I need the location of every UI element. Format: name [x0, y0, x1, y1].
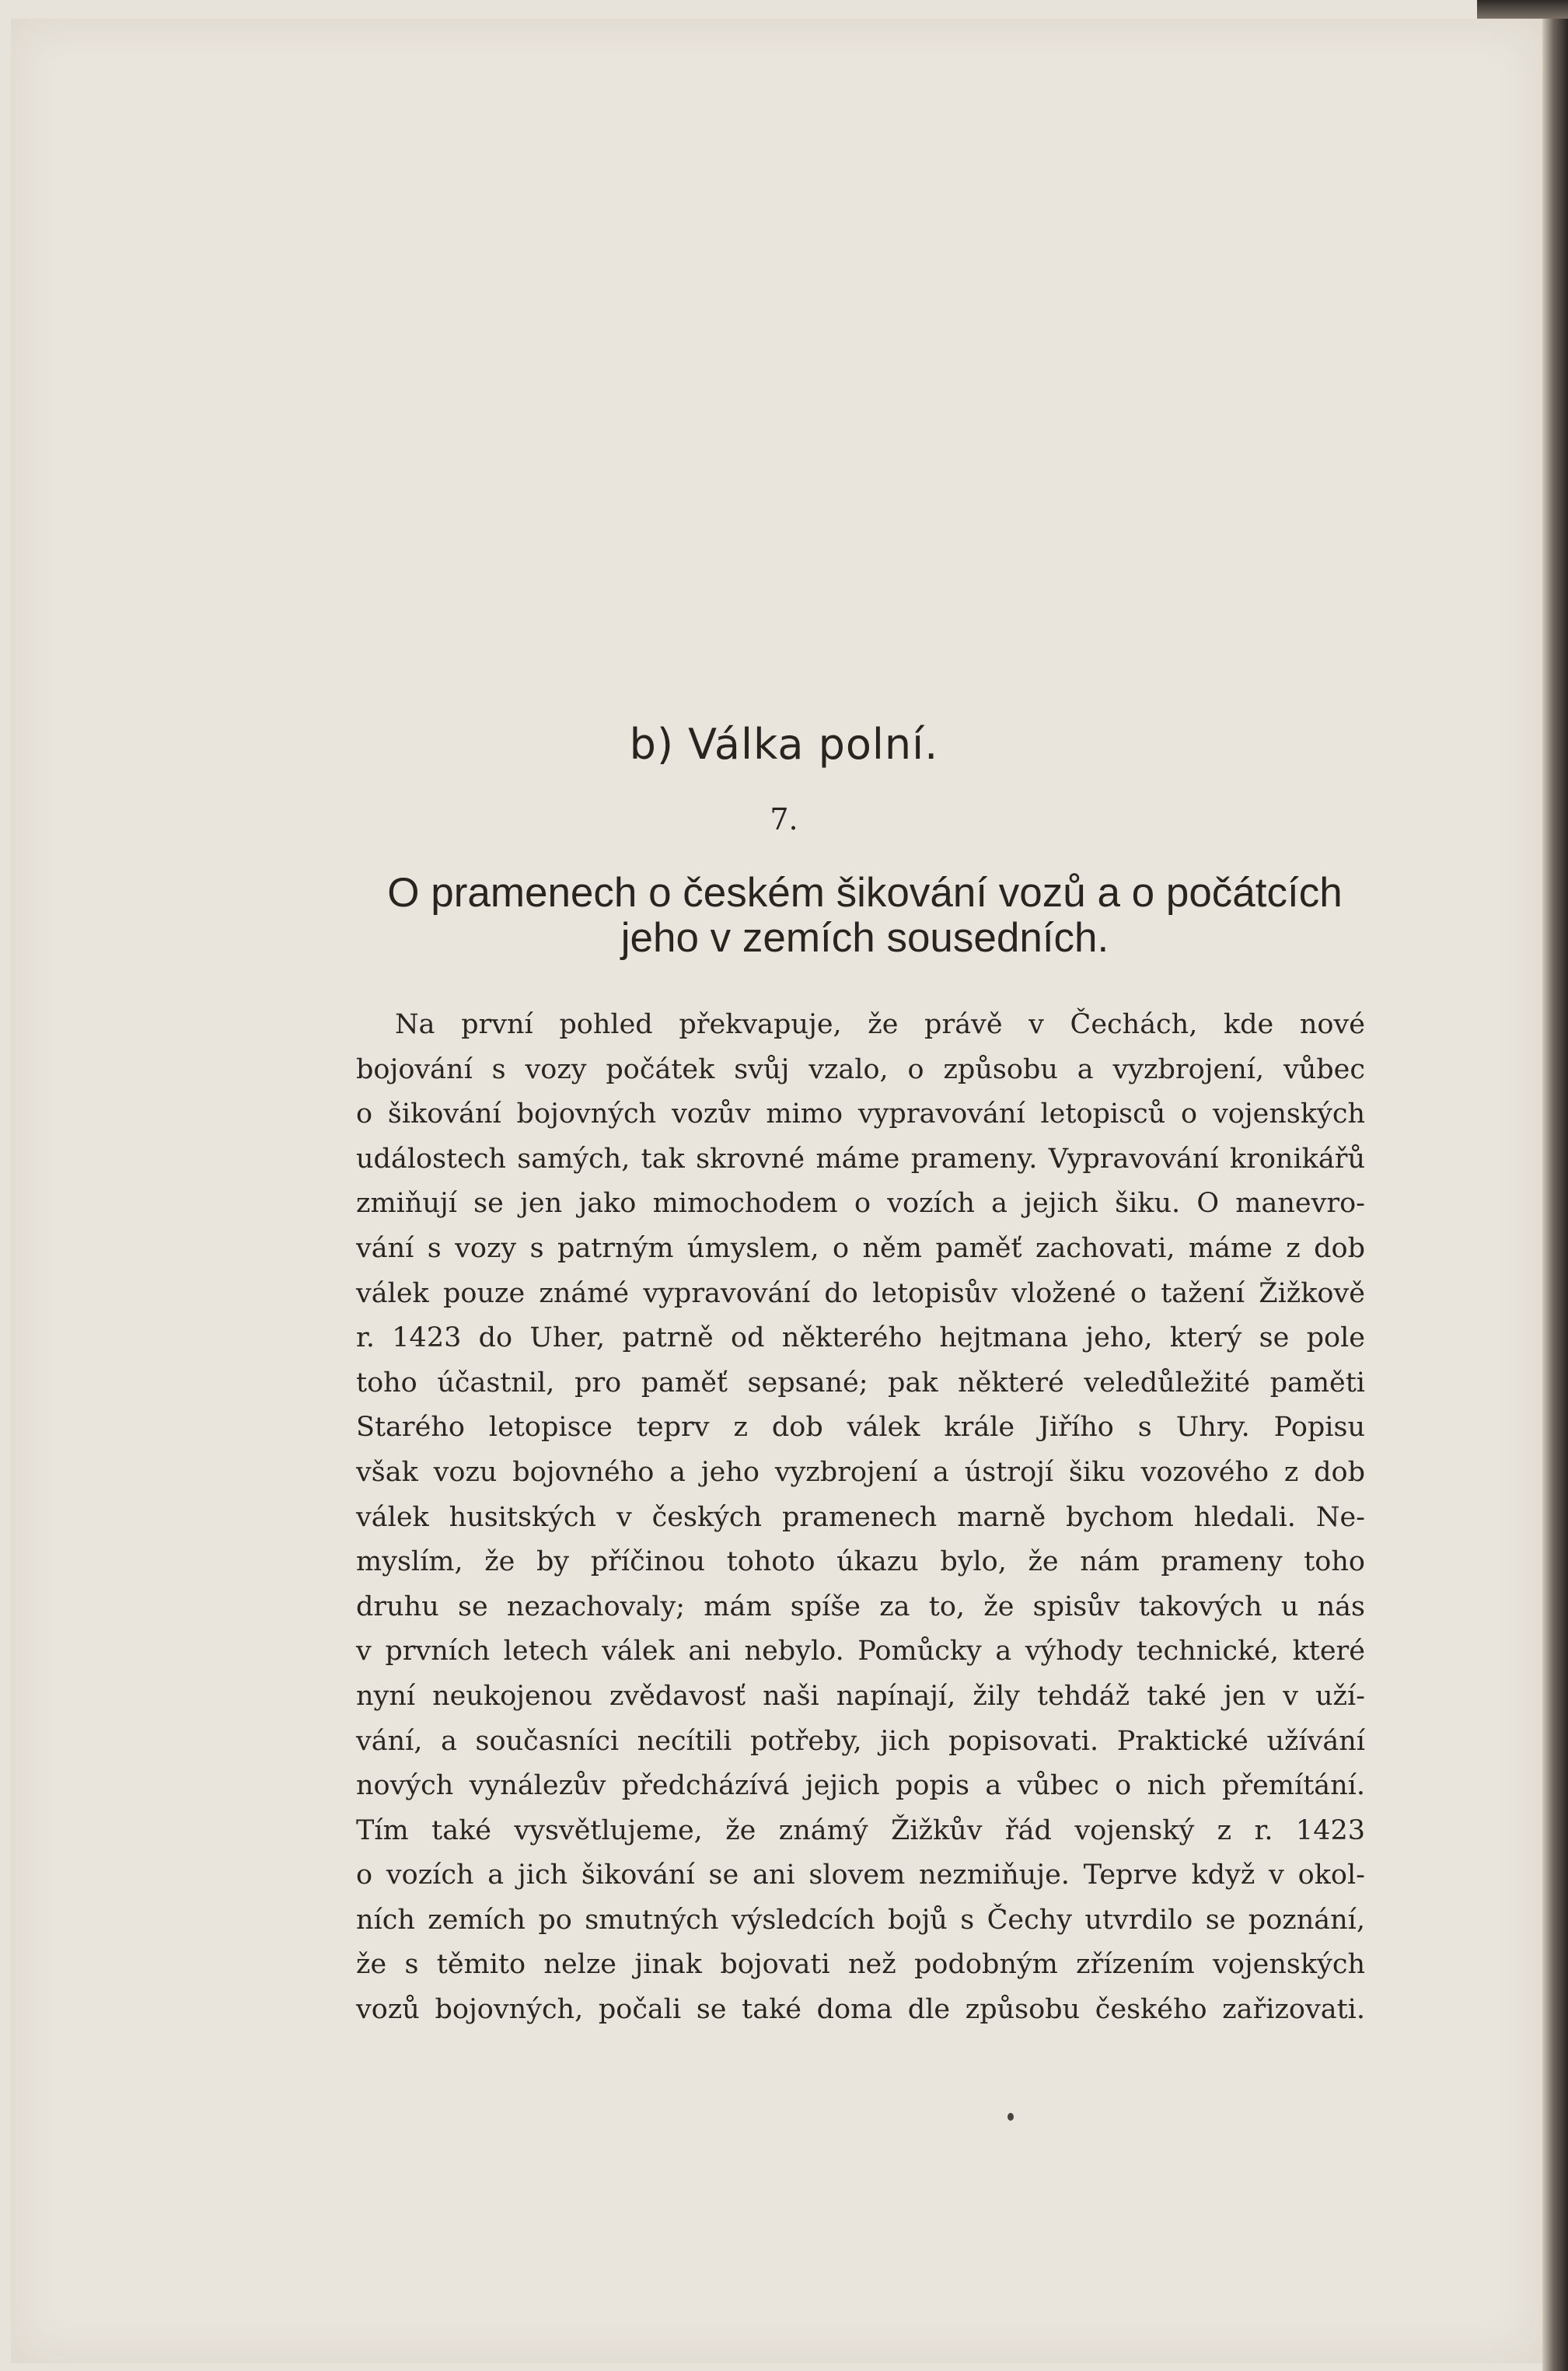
- text-line: toho účastnil, pro paměť sepsané; pak některé veledůležité paměti: [356, 1367, 1365, 1399]
- chapter-number: 7.: [770, 802, 798, 836]
- text-line: bojování s vozy počátek svůj vzalo, o způsobu a vyzbrojení, vůbec: [356, 1053, 1365, 1085]
- section-heading: b) Válka polní.: [629, 720, 939, 769]
- text-line: nových vynálezův předcházívá jejich popis a vůbec o nich přemítání.: [356, 1770, 1365, 1802]
- chapter-title-line: O pramenech o českém šikování vozů a o počátcích: [387, 870, 1343, 916]
- text-line: ních zemích po smutných výsledcích bojů s Čechy utvrdilo se poznání,: [356, 1904, 1365, 1936]
- text-line: válek husitských v českých pramenech marně bychom hledali. Ne-: [356, 1501, 1365, 1533]
- text-line: událostech samých, tak skrovné máme prameny. Vypravování kronikářů: [356, 1143, 1365, 1175]
- text-line: vání, a současníci necítili potřeby, jich popisovati. Praktické užívání: [356, 1725, 1365, 1757]
- text-line: v prvních letech válek ani nebylo. Pomůcky a výhody technické, které: [356, 1636, 1365, 1667]
- text-line: myslím, že by příčinou tohoto úkazu bylo, že nám prameny toho: [356, 1546, 1365, 1578]
- page-corner-shadow: [1477, 0, 1568, 19]
- text-line: o vozích a jich šikování se ani slovem nezmiňuje. Teprve když v okol-: [356, 1859, 1365, 1891]
- page-binding-edge: [1542, 0, 1568, 2371]
- text-line: vání s vozy s patrným úmyslem, o něm paměť zachovati, máme z dob: [356, 1232, 1365, 1264]
- text-line: Na první pohled překvapuje, že právě v Čechách, kde nové: [395, 1009, 1365, 1040]
- text-line: válek pouze známé vypravování do letopisův vložené o tažení Žižkově: [356, 1277, 1365, 1309]
- text-line: o šikování bojovných vozův mimo vypravování letopisců o vojenských: [356, 1098, 1365, 1130]
- text-line: Starého letopisce teprv z dob válek krále Jiřího s Uhry. Popisu: [356, 1412, 1365, 1444]
- text-line: zmiňují se jen jako mimochodem o vozích a jejich šiku. O manevro-: [356, 1188, 1365, 1220]
- body-paragraph: [356, 1003, 1365, 2033]
- text-line: nyní neukojenou zvědavosť naši napínají, žily tehdáž také jen v uží-: [356, 1680, 1365, 1712]
- text-line: však vozu bojovného a jeho vyzbrojení a ústrojí šiku vozového z dob: [356, 1456, 1365, 1488]
- text-line: že s těmito nelze jinak bojovati než podobným zřízením vojenských: [356, 1949, 1365, 1981]
- text-line: vozů bojovných, počali se také doma dle způsobu českého zařizovati.: [356, 1994, 1365, 2026]
- text-line: Tím také vysvětlujeme, že známý Žižkův řád vojenský z r. 1423: [356, 1814, 1365, 1846]
- ink-speck: [1008, 2113, 1014, 2121]
- text-line: r. 1423 do Uher, patrně od některého hejtmana jeho, který se pole: [356, 1322, 1365, 1354]
- chapter-title-line: jeho v zemích sousedních.: [620, 915, 1109, 961]
- text-line: druhu se nezachovaly; mám spíše za to, že spisův takových u nás: [356, 1591, 1365, 1622]
- chapter-title: [342, 871, 1388, 961]
